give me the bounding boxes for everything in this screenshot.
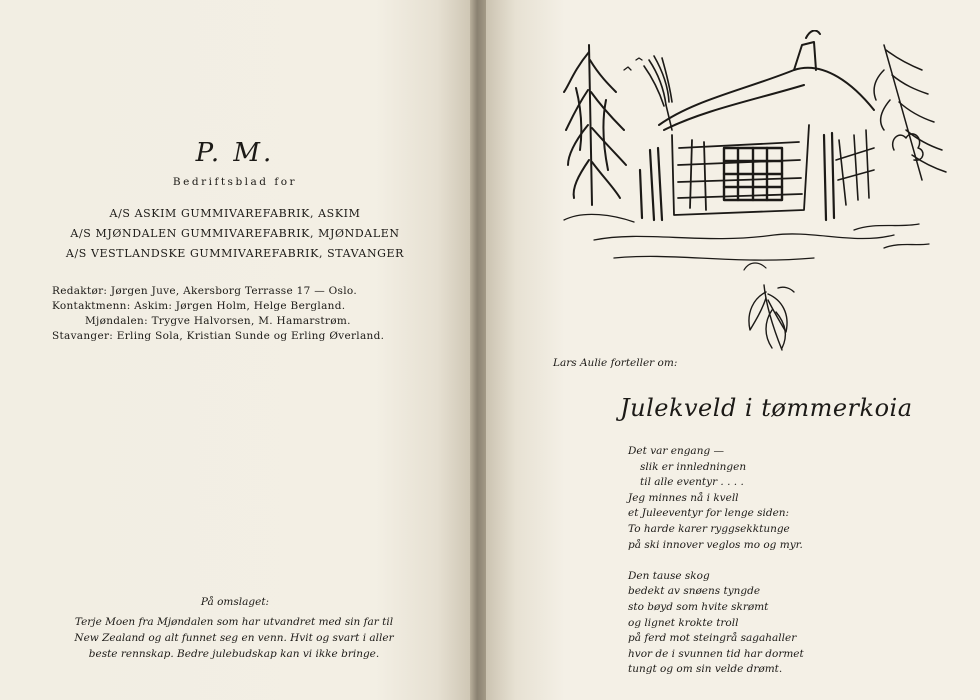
fence-sketch: [836, 130, 874, 205]
cabin-walls: [672, 125, 809, 215]
poem-line: på ski innover veglos mo og myr.: [628, 538, 803, 551]
cabin-window: [724, 148, 782, 200]
poem-line: på ferd mot steingrå sagahaller: [628, 632, 797, 645]
cover-heading: På omslaget:: [200, 596, 270, 608]
caption-line: New Zealand og alt funnet seg en venn. Hvit og svart i aller: [74, 632, 394, 644]
poem-line: To harde karer ryggsekktunge: [628, 522, 790, 535]
contacts-line: Kontaktmenn: Askim: Jørgen Holm, Helge Bergland.: [52, 300, 346, 312]
snow-drift: [744, 263, 766, 270]
poem-line: Jeg minnes nå i kvell: [628, 491, 739, 504]
poem-line: og lignet krokte troll: [628, 616, 739, 629]
contacts-line: Stavanger: Erling Sola, Kristian Sunde og Erling Øverland.: [52, 330, 385, 342]
poem: [628, 444, 804, 694]
editor-line: Redaktør: Jørgen Juve, Akersborg Terrasse 17 — Oslo.: [52, 285, 357, 297]
caption-line: Terje Moen fra Mjøndalen som har utvandret med sin far til: [74, 616, 394, 628]
company-list: [0, 204, 470, 264]
cabin-roof: [659, 31, 874, 130]
poem-line: til alle eventyr . . . .: [640, 476, 744, 489]
company-line: A/S VESTLANDSKE GUMMIVAREFABRIK, STAVANGER: [65, 247, 405, 260]
poem-stanza: [628, 444, 804, 553]
poem-line: sto bøyd som hvite skrømt: [628, 600, 769, 613]
contacts-line: Mjøndalen: Trygve Halvorsen, M. Hamarstrøm.: [85, 315, 351, 327]
bush-sketch: [893, 134, 923, 160]
poem-line: slik er innledningen: [640, 460, 747, 473]
staff-list: [52, 284, 384, 344]
poem-line: hvor de i svunnen tid har dormet: [628, 647, 804, 660]
left-page: [0, 0, 470, 700]
storyteller-line: Lars Aulie forteller om:: [553, 357, 678, 369]
pine-sprig-icon: [749, 285, 794, 350]
magazine-subtitle: Bedriftsblad for: [172, 176, 298, 188]
pine-tree-left: [564, 45, 626, 205]
poem-line: tungt og om sin velde drømt.: [628, 663, 783, 676]
poem-line: Det var engang —: [628, 445, 725, 457]
book-gutter: [470, 0, 486, 700]
company-line: A/S MJØNDALEN GUMMIVAREFABRIK, MJØNDALEN: [70, 227, 400, 240]
snow-drift: [564, 214, 929, 260]
poem-line: bedekt av snøens tyngde: [628, 585, 761, 598]
bird-sketch: [624, 58, 642, 70]
story-title: Julekveld i tømmerkoia: [620, 394, 913, 422]
company-line: A/S ASKIM GUMMIVAREFABRIK, ASKIM: [109, 207, 361, 220]
caption-line: beste rennskap. Bedre julebudskap kan vi ikke bringe.: [88, 648, 380, 660]
poem-stanza: [628, 569, 804, 678]
cabin-illustration: [554, 30, 954, 360]
poem-line: Den tause skog: [628, 569, 710, 582]
pine-tree-right: [874, 45, 946, 180]
magazine-logo: P. M.: [195, 138, 275, 168]
poem-line: et Juleeventyr for lenge siden:: [628, 507, 790, 520]
cover-caption: [44, 614, 424, 662]
